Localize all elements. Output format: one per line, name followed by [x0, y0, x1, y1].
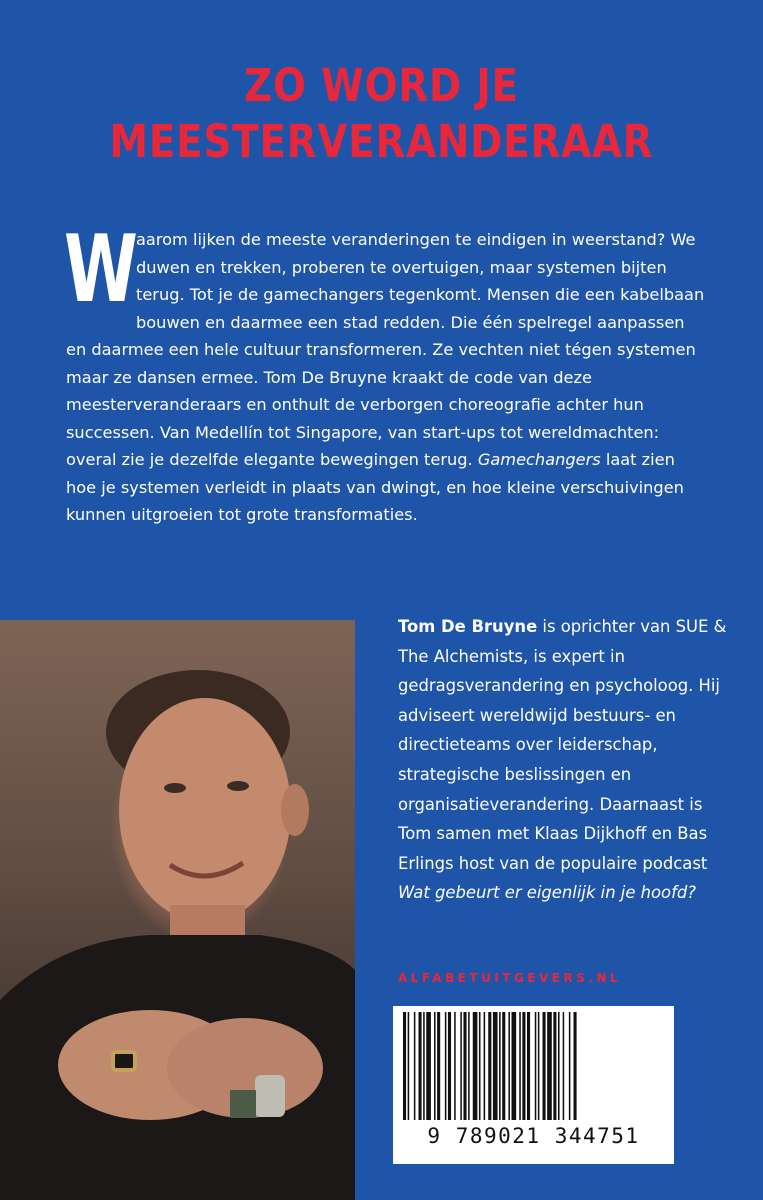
podcast-title: Wat gebeurt er eigenlijk in je hoofd?: [398, 883, 696, 903]
drop-cap: W: [64, 215, 138, 323]
barcode-bars: [393, 1006, 674, 1124]
blurb-text-1: aarom lijken de meeste veranderingen te eindigen in weerstand? We duwen en trekken, proberen te overtuigen, maar systemen bijten terug. Tot je de gamechangers tegenkomt. Mensen die een kabelbaan bouwen en daarmee een stad redden. Die één spelregel aanpassen en daarmee een hele cultuur transformeren. Ze vechten niet tégen systemen maar ze dansen ermee. Tom De Bruyne kraakt de code van deze meesterveranderaars en onthult de verborgen choreografie achter hun successen. Van Medellín tot Singapore, van start-ups tot wereldmachten: overal zie je dezelfde elegante bewegingen terug.: [66, 230, 705, 469]
cover-title: [53, 58, 709, 170]
title-line-1: ZO WORD JE: [244, 59, 519, 112]
title-line-2: MEESTERVERANDERAAR: [109, 115, 654, 168]
author-photo: [0, 620, 355, 1200]
blurb-book-title: Gamechangers: [477, 450, 601, 469]
blurb-text-2: laat zien hoe je systemen verleidt in plaats van dwingt, en hoe kleine verschuivingen kunnen uitgroeien tot grote transformaties.: [66, 450, 684, 524]
isbn-barcode: [393, 1006, 674, 1164]
author-bio: [398, 612, 738, 908]
blurb-paragraph: [64, 215, 706, 529]
publisher-website[interactable]: ALFABETUITGEVERS.NL: [398, 971, 622, 985]
author-bio-text: is oprichter van SUE & The Alchemists, is expert in gedragsverandering en psycholoog. Hij adviseert wereldwijd bestuurs- en directieteams over leiderschap, strategische beslissingen en organisatieverandering. Daarnaast is Tom samen met Klaas Dijkhoff en Bas Erlings host van de populaire podcast: [398, 617, 727, 873]
author-photo-illustration: [0, 620, 355, 1200]
isbn-number: 9 789021 344751: [427, 1124, 640, 1148]
author-name: Tom De Bruyne: [398, 617, 538, 636]
